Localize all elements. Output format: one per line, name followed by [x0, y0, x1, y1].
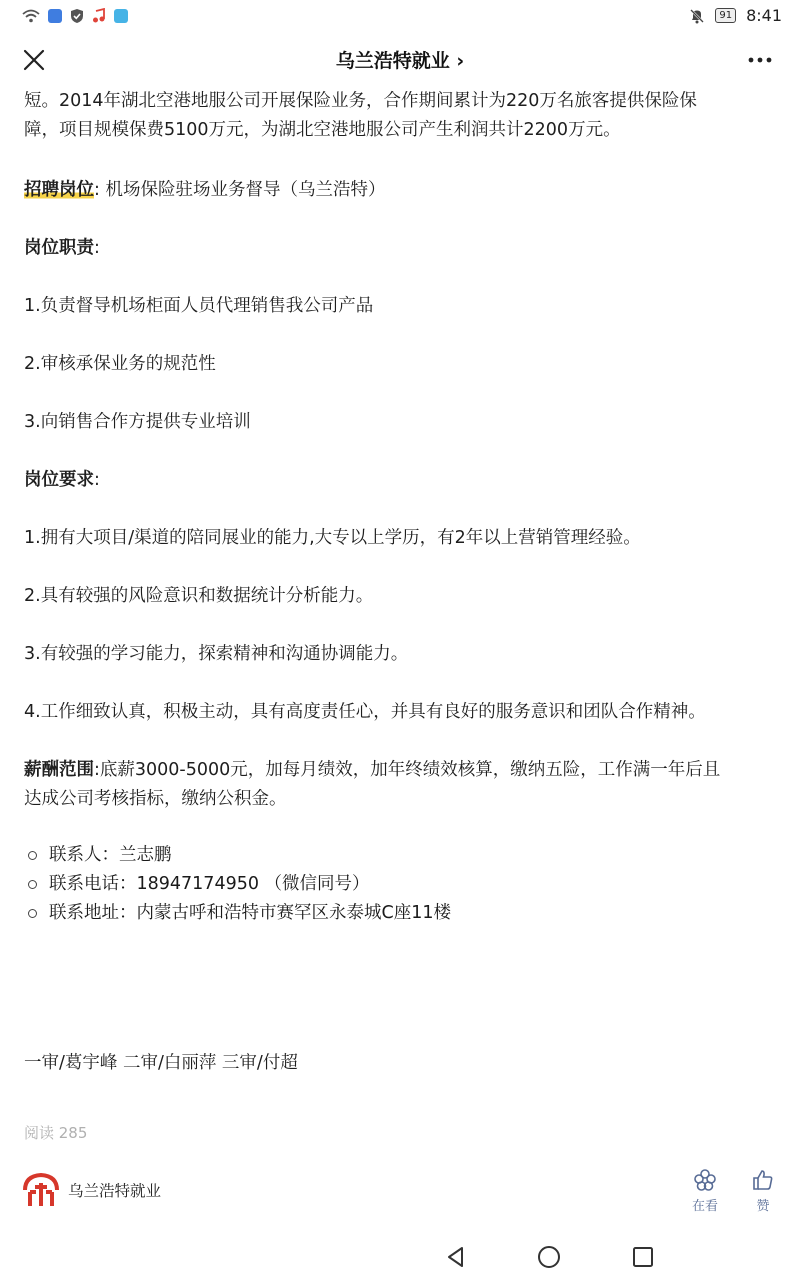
status-icons-right — [689, 6, 782, 25]
bell-muted-icon — [689, 8, 705, 24]
clock: 8:41 — [746, 6, 782, 25]
status-icons-left — [22, 8, 128, 24]
home-circle-icon[interactable] — [537, 1245, 561, 1269]
wifi-icon — [22, 9, 40, 23]
requirements-label: 岗位要求 — [24, 470, 94, 490]
recents-square-icon[interactable] — [631, 1245, 655, 1269]
shield-icon — [70, 8, 84, 24]
salary-paragraph — [24, 756, 784, 785]
book-app-icon — [114, 9, 128, 23]
duties-colon: : — [94, 238, 100, 258]
thumbs-up-icon — [751, 1168, 775, 1192]
position-paragraph — [24, 176, 784, 205]
requirement-item: 1.拥有大项目/渠道的陪同展业的能力,大专以上学历，有2年以上营销管理经验。 — [24, 528, 641, 548]
music-icon — [92, 8, 106, 24]
more-options-icon[interactable] — [746, 48, 774, 72]
battery-indicator: 91 — [715, 8, 736, 23]
watching-label: 在看 — [692, 1199, 719, 1214]
salary-text: :底薪3000-5000元，加每月绩效，加年终绩效核算，缴纳五险，工作满一年后且 — [94, 760, 721, 780]
duty-item: 3.向销售合作方提供专业培训 — [24, 412, 251, 432]
salary-label: 薪酬范围 — [24, 760, 94, 780]
reviewers-line: 一审/葛宇峰 二审/白丽萍 三审/付超 — [24, 1053, 298, 1073]
bullet-icon — [28, 880, 37, 889]
list-item — [24, 870, 784, 899]
list-item — [24, 899, 784, 928]
contact-list — [24, 841, 784, 928]
back-triangle-icon[interactable] — [444, 1245, 468, 1269]
title-bar — [0, 34, 800, 86]
intro-line: 障，项目规模保费5100万元，为湖北空港地服公司产生利润共计2200万元。 — [24, 120, 621, 140]
list-item — [24, 841, 784, 870]
bullet-icon — [28, 909, 37, 918]
salary-text-cont: 达成公司考核指标，缴纳公积金。 — [24, 789, 287, 809]
duty-item: 1.负责督导机场柜面人员代理销售我公司产品 — [24, 296, 374, 316]
app-notification-icon — [48, 9, 62, 23]
contact-address: 联系地址：内蒙古呼和浩特市赛罕区永泰城C座11楼 — [49, 903, 451, 923]
account-logo-icon — [22, 1172, 60, 1208]
like-button[interactable] — [751, 1168, 775, 1214]
requirements-colon: : — [94, 470, 100, 490]
requirement-item: 2.具有较强的风险意识和数据统计分析能力。 — [24, 586, 374, 606]
bullet-icon — [28, 851, 37, 860]
system-nav-bar — [0, 1236, 800, 1280]
watching-button[interactable] — [692, 1168, 718, 1214]
contact-person: 联系人：兰志鹏 — [49, 845, 172, 865]
duties-label: 岗位职责 — [24, 238, 94, 258]
flower-icon — [693, 1168, 717, 1192]
article-body — [24, 86, 784, 1078]
requirements-heading — [24, 466, 784, 495]
read-count: 阅读 285 — [24, 1124, 88, 1142]
position-label: 招聘岗位 — [24, 180, 94, 200]
duties-heading — [24, 234, 784, 263]
account-title-link[interactable]: 乌兰浩特就业 › — [335, 50, 465, 72]
position-value: : 机场保险驻场业务督导（乌兰浩特） — [94, 180, 386, 200]
requirement-item: 3.有较强的学习能力，探索精神和沟通协调能力。 — [24, 644, 409, 664]
account-profile[interactable] — [22, 1172, 161, 1208]
account-name: 乌兰浩特就业 — [68, 1182, 162, 1200]
like-label: 赞 — [756, 1199, 770, 1214]
requirement-item: 4.工作细致认真，积极主动，具有高度责任心，并具有良好的服务意识和团队合作精神。 — [24, 702, 706, 722]
duty-item: 2.审核承保业务的规范性 — [24, 354, 216, 374]
status-bar — [0, 0, 800, 34]
contact-phone[interactable]: 联系电话：18947174950 （微信同号） — [49, 874, 370, 894]
intro-line: 短。2014年湖北空港地服公司开展保险业务，合作期间累计为220万名旅客提供保险保 — [24, 91, 697, 111]
